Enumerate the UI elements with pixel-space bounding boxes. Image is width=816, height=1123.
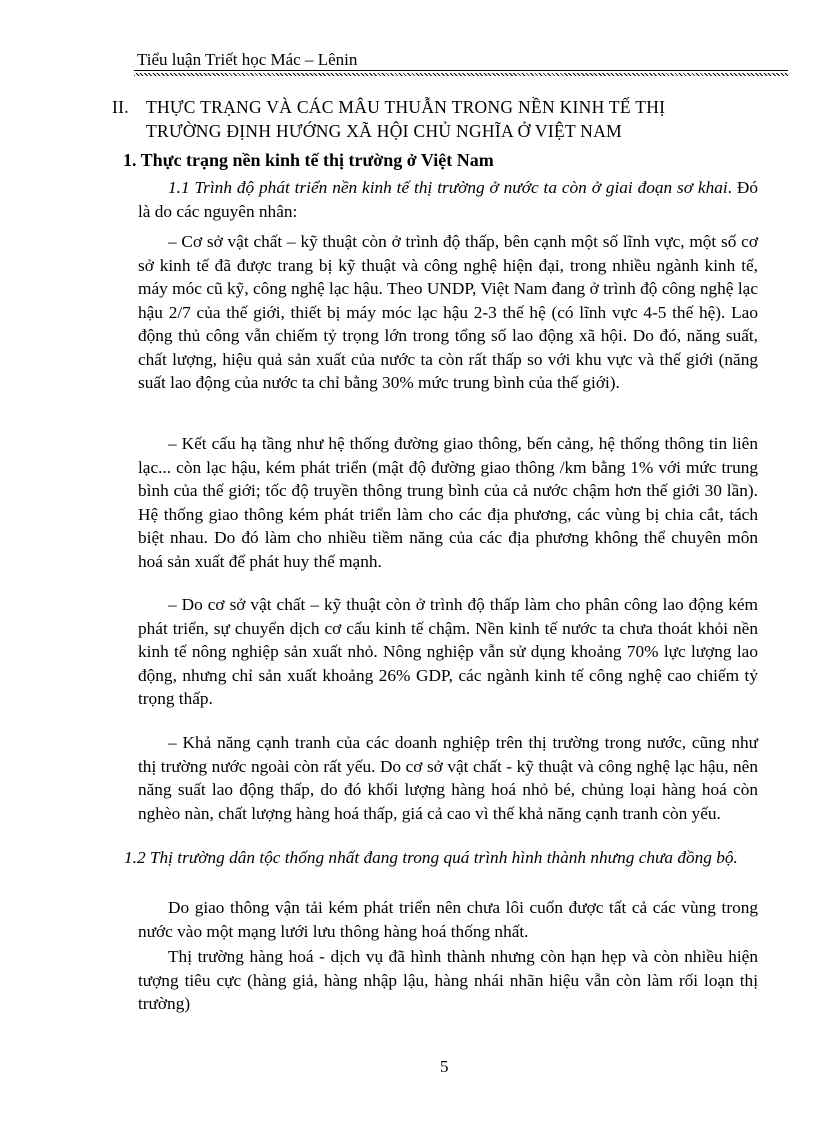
section-number: II. [112, 97, 129, 117]
paragraph-technical-base: – Cơ sở vật chất – kỹ thuật còn ở trình độ thấp, bên cạnh một số lĩnh vực, một số cơ sở kinh tế đã được trang bị kỹ thuật và công nghệ hiện đại, trong nhiều ngành kinh tế, máy móc cũ kỹ, công nghệ lạc hậu. Theo UNDP, Việt Nam đang ở trình độ công nghệ lạc hậu 2/7 của thế giới, thiết bị máy móc lạc hậu 2-3 thế hệ (có lĩnh vực 4-5 thế hệ). Lao động thủ công vẫn chiếm tỷ trọng lớn trong tổng số lao động xã hội. Do đó, năng suất, chất lượng, hiệu quả sản xuất của nước ta còn rất thấp so với khu vực và thế giới (năng suất lao động của nước ta chỉ bằng 30% mức trung bình của thế giới). [138, 232, 758, 392]
paragraph-1-2: 1.2 Thị trường dân tộc thống nhất đang trong quá trình hình thành nhưng chưa đồng bộ. [124, 848, 738, 867]
subsection-heading: 1. Thực trạng nền kinh tế thị trường ở Việt Nam [123, 150, 494, 170]
paragraph-infrastructure: – Kết cấu hạ tầng như hệ thống đường giao thông, bến cảng, hệ thống thông tin liên lạc... còn lạc hậu, kém phát triển (mật độ đường giao thông /km bằng 1% với mức trung bình của thế giới; tốc độ truyền thông trung bình của cả nước chậm hơn thế giới 30 lần). Hệ thống giao thông kém phát triển làm cho các địa phương, các vùng bị chia cắt, tách biệt nhau. Do đó làm cho nhiều tiềm năng của các địa phương không thể chuyên môn hoá sản xuất để phát huy thế mạnh. [138, 434, 758, 571]
paragraph-competitiveness: – Khả năng cạnh tranh của các doanh nghiệp trên thị trường trong nước, cũng như thị trường nước ngoài còn rất yếu. Do cơ sở vật chất - kỹ thuật và công nghệ lạc hậu, nên năng suất lao động thấp, do đó khối lượng hàng hoá nhỏ bé, chủng loại hàng hoá còn nghèo nàn, chất lượng hàng hoá thấp, giá cả cao vì thế khả năng cạnh tranh còn yếu. [138, 733, 758, 823]
page-number: 5 [440, 1057, 449, 1076]
section-heading [112, 95, 792, 143]
paragraph-1-1 [138, 176, 758, 223]
header-divider [134, 70, 788, 76]
paragraph-goods-market: Thị trường hàng hoá - dịch vụ đã hình thành nhưng còn hạn hẹp và còn nhiều hiện tượng tiêu cực (hàng giả, hàng nhập lậu, hàng nhái nhãn hiệu vẫn còn làm rối loạn thị trường) [138, 947, 758, 1013]
paragraph-1-1-rest: . Đó là do các nguyên nhân: [138, 178, 759, 221]
section-title-line1: THỰC TRẠNG VÀ CÁC MÂU THUẪN TRONG NỀN KINH TẾ THỊ [146, 97, 666, 117]
paragraph-transport: Do giao thông vận tải kém phát triển nên chưa lôi cuốn được tất cả các vùng trong nước vào một mạng lưới lưu thông hàng hoá thống nhất. [138, 898, 758, 941]
paragraph-labor-division: – Do cơ sở vật chất – kỹ thuật còn ở trình độ thấp làm cho phân công lao động kém phát triển, sự chuyển dịch cơ cấu kinh tế chậm. Nền kinh tế nước ta chưa thoát khỏi nền kinh tế nông nghiệp sản xuất nhỏ. Nông nghiệp vẫn sử dụng khoảng 70% lực lượng lao động, nhưng chỉ sản xuất khoảng 26% GDP, các ngành kinh tế công nghệ cao chiếm tỷ trọng thấp. [138, 595, 758, 708]
section-title-line2: TRƯỜNG ĐỊNH HƯỚNG XÃ HỘI CHỦ NGHĨA Ở VIỆT NAM [146, 121, 623, 141]
page-header-title: Tiểu luận Triết học Mác – Lênin [137, 50, 358, 69]
paragraph-1-1-italic: 1.1 Trình độ phát triển nền kinh tế thị trường ở nước ta còn ở giai đoạn sơ khai [168, 178, 728, 197]
